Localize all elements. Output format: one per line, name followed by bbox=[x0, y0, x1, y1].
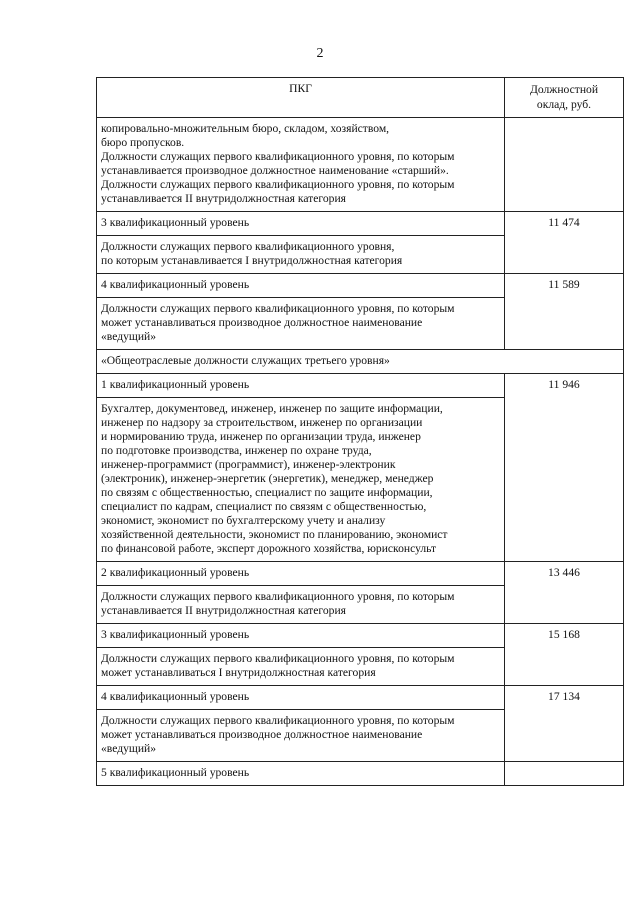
continuation-text bbox=[97, 118, 505, 212]
description-line: по подготовке производства, инженер по охране труда, bbox=[101, 444, 372, 457]
section-title: «Общеотраслевые должности служащих третьего уровня» bbox=[97, 350, 624, 374]
salary-value: 11 474 bbox=[505, 212, 624, 274]
description-line: инженер-программист (программист), инженер-электроник bbox=[101, 458, 396, 471]
description-text bbox=[97, 648, 505, 686]
description-line: «ведущий» bbox=[101, 742, 157, 755]
salary-value: 15 168 bbox=[505, 624, 624, 686]
continuation-salary bbox=[505, 118, 624, 212]
level-row bbox=[97, 762, 624, 786]
description-line: по финансовой работе, эксперт дорожного хозяйства, юрисконсульт bbox=[101, 542, 437, 555]
level-title: 3 квалификационный уровень bbox=[97, 212, 505, 236]
description-text bbox=[97, 398, 505, 562]
salary-value: 11 946 bbox=[505, 374, 624, 562]
description-text bbox=[97, 586, 505, 624]
description-line: «ведущий» bbox=[101, 330, 157, 343]
description-line: может устанавливаться производное должностное наименование bbox=[101, 316, 423, 329]
level-title: 2 квалификационный уровень bbox=[97, 562, 505, 586]
page-number: 2 bbox=[316, 46, 324, 61]
level-title: 4 квалификационный уровень bbox=[97, 274, 505, 298]
continuation-line: Должности служащих первого квалификационного уровня, по которым bbox=[101, 150, 455, 163]
description-line: может устанавливаться производное должностное наименование bbox=[101, 728, 423, 741]
level-title: 3 квалификационный уровень bbox=[97, 624, 505, 648]
description-line: инженер по надзору за строительством, инженер по организации bbox=[101, 416, 423, 429]
description-text bbox=[97, 298, 505, 350]
description-line: может устанавливаться I внутридолжностная категория bbox=[101, 666, 376, 679]
salary-value: 17 134 bbox=[505, 686, 624, 762]
description-line: и нормированию труда, инженер по организации труда, инженер bbox=[101, 430, 421, 443]
header-salary bbox=[505, 78, 624, 118]
description-line: специалист по кадрам, специалист по связям с общественностью, bbox=[101, 500, 427, 513]
level-title: 1 квалификационный уровень bbox=[97, 374, 505, 398]
level-row bbox=[97, 562, 624, 586]
section-row bbox=[97, 350, 624, 374]
salary-value: 13 446 bbox=[505, 562, 624, 624]
continuation-line: копировально-множительным бюро, складом, хозяйством, bbox=[101, 122, 390, 135]
description-line: по которым устанавливается I внутридолжностная категория bbox=[101, 254, 403, 267]
description-text bbox=[97, 710, 505, 762]
description-line: Бухгалтер, документовед, инженер, инженер по защите информации, bbox=[101, 402, 443, 415]
level-row bbox=[97, 212, 624, 236]
table-header-row bbox=[97, 78, 624, 118]
header-pkg: ПКГ bbox=[97, 78, 505, 118]
salary-table bbox=[96, 77, 624, 786]
level-row bbox=[97, 374, 624, 398]
description-line: хозяйственной деятельности, экономист по планированию, экономист bbox=[101, 528, 448, 541]
level-title: 4 квалификационный уровень bbox=[97, 686, 505, 710]
continuation-line: Должности служащих первого квалификационного уровня, по которым bbox=[101, 178, 455, 191]
continuation-line: бюро пропусков. bbox=[101, 136, 185, 149]
description-line: Должности служащих первого квалификационного уровня, по которым bbox=[101, 652, 455, 665]
header-salary-line2: оклад, руб. bbox=[536, 98, 592, 111]
description-line: устанавливается II внутридолжностная категория bbox=[101, 604, 346, 617]
salary-value: 11 589 bbox=[505, 274, 624, 350]
level-row bbox=[97, 686, 624, 710]
continuation-line: устанавливается производное должностное наименование «старший». bbox=[101, 164, 449, 177]
level-row bbox=[97, 274, 624, 298]
level-row bbox=[97, 624, 624, 648]
description-text bbox=[97, 236, 505, 274]
salary-value bbox=[505, 762, 624, 786]
description-line: Должности служащих первого квалификационного уровня, bbox=[101, 240, 395, 253]
continuation-line: устанавливается II внутридолжностная категория bbox=[101, 192, 346, 205]
description-line: Должности служащих первого квалификационного уровня, по которым bbox=[101, 590, 455, 603]
level-title: 5 квалификационный уровень bbox=[97, 762, 505, 786]
continuation-row bbox=[97, 118, 624, 212]
description-line: по связям с общественностью, специалист по защите информации, bbox=[101, 486, 433, 499]
description-line: экономист, экономист по бухгалтерскому учету и анализу bbox=[101, 514, 386, 527]
description-line: (электроник), инженер-энергетик (энергетик), менеджер, менеджер bbox=[101, 472, 434, 485]
description-line: Должности служащих первого квалификационного уровня, по которым bbox=[101, 714, 455, 727]
description-line: Должности служащих первого квалификационного уровня, по которым bbox=[101, 302, 455, 315]
header-salary-line1: Должностной bbox=[529, 83, 599, 96]
